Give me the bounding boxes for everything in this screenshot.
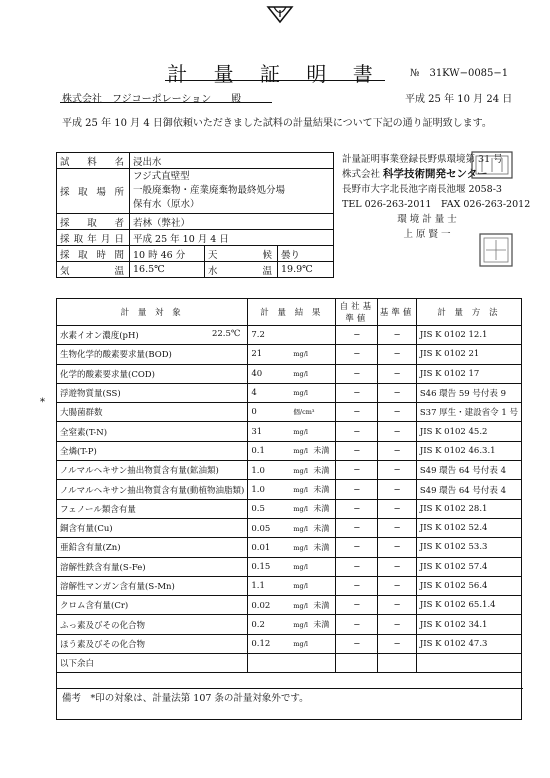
result-item (57, 596, 248, 615)
result-value: 7.2 (251, 330, 265, 341)
col-header-item: 計 量 対 象 (57, 299, 248, 326)
result-value: 4 (251, 388, 257, 399)
result-unit: mg/l (293, 621, 308, 630)
measurement-method: S49 環告 64 号付表 4 (416, 480, 521, 499)
own-standard: − (336, 422, 378, 441)
measurement-method: JIS K 0102 46.3.1 (416, 441, 521, 460)
result-value: 0.02 (251, 600, 271, 611)
result-value-cell (248, 345, 336, 364)
result-item (57, 422, 248, 441)
result-value-cell (248, 557, 336, 576)
table-row (57, 634, 521, 653)
remarks: 備考 *印の対象は、計量法第 107 条の計量対象外です。 (62, 693, 309, 704)
table-row (57, 557, 521, 576)
standard-value: − (378, 345, 417, 364)
result-qualifier: 未満 (313, 542, 330, 552)
result-value: 31 (251, 426, 263, 437)
standard-value: − (378, 364, 417, 383)
result-value: 0.01 (251, 542, 271, 553)
title-underline (165, 80, 385, 81)
own-standard: − (336, 403, 378, 422)
item-name: 生物化学的酸素要求量(BOD) (60, 350, 172, 361)
measurement-method: JIS K 0102 65.1.4 (416, 596, 521, 615)
standard-value: − (378, 461, 417, 480)
sample-label: 試料名 (57, 153, 130, 169)
sample-label: 採取年月日 (57, 230, 130, 246)
sample-label: 採取者 (57, 214, 130, 230)
table-row (57, 461, 521, 480)
company-name: 科学技術開発センター (383, 168, 488, 180)
result-unit: mg/l (293, 486, 308, 495)
col-header-standard: 基準値 (378, 299, 417, 326)
standard-value: − (378, 326, 417, 345)
addressee: 株式会社 フジコーポレーション 殿 (62, 94, 242, 105)
result-value: 0.12 (251, 638, 271, 649)
col-header-own-standard: 自社基準値 (336, 299, 378, 326)
result-value: 40 (251, 368, 263, 379)
own-standard: − (336, 364, 378, 383)
standard-value: − (378, 422, 417, 441)
result-item (57, 634, 248, 653)
sample-label: 天候 (205, 246, 278, 262)
issuer-address: 長野市大字北長池字南長池堰 2058-3 (342, 184, 502, 195)
item-name: 大腸菌群数 (60, 408, 103, 419)
result-qualifier: 未満 (313, 485, 330, 495)
document-title: 計 量 証 明 書 (167, 62, 383, 86)
result-value-cell (248, 654, 336, 673)
own-standard: − (336, 576, 378, 595)
personal-seal-icon (478, 232, 514, 268)
table-row (57, 480, 521, 499)
standard-value: − (378, 615, 417, 634)
measurement-method: JIS K 0102 52.4 (416, 518, 521, 537)
sample-row (57, 246, 334, 262)
item-name: 銅含有量(Cu) (60, 524, 113, 535)
company-prefix: 株式会社 (342, 169, 381, 180)
item-name: 水素イオン濃度(pH) (60, 331, 139, 342)
sample-value: 浸出水 (130, 153, 334, 169)
result-value: 0.1 (251, 446, 265, 457)
standard-value: − (378, 480, 417, 499)
own-standard (336, 654, 378, 673)
result-value-cell (248, 596, 336, 615)
item-name: ほう素及びその化合物 (60, 639, 146, 650)
result-unit: 個/cm³ (293, 408, 315, 417)
asterisk-marker: * (40, 397, 45, 408)
measurement-method: JIS K 0102 45.2 (416, 422, 521, 441)
item-name: 亜鉛含有量(Zn) (60, 543, 121, 554)
own-standard: − (336, 383, 378, 402)
sample-row (57, 262, 334, 278)
result-unit: mg/l (293, 505, 308, 514)
result-unit: mg/l (293, 427, 308, 436)
sample-label: 採取時間 (57, 246, 130, 262)
item-name: 溶解性鉄含有量(S-Fe) (60, 562, 146, 573)
result-value-cell (248, 383, 336, 402)
measurement-method (416, 654, 521, 673)
item-name: 化学的酸素要求量(COD) (60, 369, 155, 380)
standard-value: − (378, 557, 417, 576)
result-item (57, 326, 248, 345)
result-unit: mg/l (293, 543, 308, 552)
table-row (57, 499, 521, 518)
measurement-method: S37 厚生・建設省令 1 号 (416, 403, 521, 422)
result-item (57, 557, 248, 576)
result-unit: mg/l (293, 389, 308, 398)
result-item (57, 345, 248, 364)
result-value-cell (248, 364, 336, 383)
item-name: 以下余白 (60, 659, 95, 670)
measurement-method: S46 環告 59 号付表 9 (416, 383, 521, 402)
sample-row (57, 169, 334, 214)
result-value-cell (248, 461, 336, 480)
result-item (57, 403, 248, 422)
measurement-method: JIS K 0102 34.1 (416, 615, 521, 634)
sample-label: 採取場所 (57, 169, 130, 214)
measurement-method: S49 環告 64 号付表 4 (416, 461, 521, 480)
measurement-method: JIS K 0102 21 (416, 345, 521, 364)
remarks-divider (56, 688, 523, 689)
result-unit: mg/l (293, 601, 308, 610)
result-value: 0.5 (251, 504, 265, 515)
result-item (57, 364, 248, 383)
standard-value: − (378, 634, 417, 653)
result-value-cell (248, 422, 336, 441)
standard-value: − (378, 596, 417, 615)
result-qualifier: 未満 (313, 600, 330, 610)
item-name: 溶解性マンガン含有量(S-Mn) (60, 582, 175, 592)
company-seal-icon (470, 150, 514, 180)
intro-text: 平成 25 年 10 月 4 日御依頼いただきました試料の計量結果について下記の通り証明致します。 (62, 118, 492, 129)
result-qualifier: 未満 (313, 465, 330, 475)
sample-value: 平成 25 年 10 月 4 日 (130, 230, 334, 246)
own-standard: − (336, 499, 378, 518)
table-row (57, 538, 521, 557)
item-name: 全燐(T-P) (60, 446, 97, 457)
result-unit: mg/l (293, 447, 308, 456)
result-value-cell (248, 480, 336, 499)
result-qualifier: 未満 (313, 523, 330, 533)
table-row (57, 596, 521, 615)
measurement-method: JIS K 0102 12.1 (416, 326, 521, 345)
emblem-icon (266, 4, 294, 24)
item-name: 全窒素(T-N) (60, 427, 108, 438)
standard-value: − (378, 518, 417, 537)
item-name: ノルマルヘキサン抽出物質含有量(動植物油脂類) (60, 485, 245, 496)
result-value-cell (248, 576, 336, 595)
standard-value: − (378, 576, 417, 595)
result-item (57, 576, 248, 595)
measurement-method: JIS K 0102 56.4 (416, 576, 521, 595)
sample-label: 気温 (57, 262, 130, 278)
sample-value: 19.9℃ (278, 262, 334, 278)
result-unit: mg/l (293, 562, 308, 571)
result-item (57, 383, 248, 402)
results-table-frame (56, 298, 522, 720)
item-name: ふっ素及びその化合物 (60, 620, 146, 631)
table-row (57, 422, 521, 441)
result-unit: mg/l (293, 524, 308, 533)
col-header-method: 計 量 方 法 (416, 299, 521, 326)
sample-label: 水温 (205, 262, 278, 278)
result-value: 0.15 (251, 561, 271, 572)
result-unit: mg/l (293, 466, 308, 475)
table-row (57, 441, 521, 460)
measurement-method: JIS K 0102 28.1 (416, 499, 521, 518)
table-row (57, 364, 521, 383)
measurement-method: JIS K 0102 17 (416, 364, 521, 383)
result-value-cell (248, 634, 336, 653)
results-header-row (57, 299, 521, 326)
result-unit: mg/l (293, 639, 308, 648)
result-value: 1.0 (251, 485, 265, 496)
issuer-role: 環 境 計 量 士 (397, 214, 457, 225)
result-item (57, 441, 248, 460)
own-standard: − (336, 345, 378, 364)
item-condition: 22.5℃ (211, 329, 241, 340)
table-row (57, 576, 521, 595)
result-value: 1.1 (251, 581, 265, 591)
table-row (57, 403, 521, 422)
own-standard: − (336, 634, 378, 653)
result-value-cell (248, 538, 336, 557)
sample-row (57, 214, 334, 230)
registration-number: 計量証明事業登録長野県環境第 31 号 (342, 154, 503, 165)
result-item (57, 654, 248, 673)
item-name: クロム含有量(Cr) (60, 601, 129, 612)
standard-value: − (378, 403, 417, 422)
table-row (57, 383, 521, 402)
result-item (57, 538, 248, 557)
issue-date: 平成 25 年 10 月 24 日 (405, 94, 513, 105)
sample-value: 16.5℃ (130, 262, 205, 278)
result-qualifier: 未満 (313, 446, 330, 456)
result-value-cell (248, 615, 336, 634)
result-value: 0.05 (251, 523, 271, 534)
result-value-cell (248, 326, 336, 345)
table-row (57, 326, 521, 345)
sample-value: 曇り (278, 246, 334, 262)
sample-info-table (56, 152, 334, 278)
sample-value: 若林（弊社） (130, 214, 334, 230)
own-standard: − (336, 596, 378, 615)
standard-value: − (378, 441, 417, 460)
result-value-cell (248, 441, 336, 460)
result-value: 0 (251, 407, 257, 418)
result-qualifier: 未満 (313, 620, 330, 630)
own-standard: − (336, 480, 378, 499)
addressee-underline (60, 102, 272, 103)
own-standard: − (336, 326, 378, 345)
standard-value (378, 654, 417, 673)
sample-value: フジ式直壁型 一般廃棄物・産業廃棄物最終処分場 保有水（原水） (130, 169, 334, 214)
result-item (57, 518, 248, 537)
result-unit: mg/l (293, 369, 308, 378)
sample-row (57, 153, 334, 169)
results-table (57, 299, 521, 673)
own-standard: − (336, 518, 378, 537)
own-standard: − (336, 461, 378, 480)
own-standard: − (336, 557, 378, 576)
standard-value: − (378, 538, 417, 557)
result-item (57, 480, 248, 499)
table-row (57, 345, 521, 364)
result-item (57, 461, 248, 480)
item-name: ノルマルヘキサン抽出物質含有量(鉱油類) (60, 466, 219, 477)
table-row (57, 654, 521, 673)
own-standard: − (336, 441, 378, 460)
sample-row (57, 230, 334, 246)
item-name: フェノール類含有量 (60, 504, 136, 515)
item-name: 浮遊物質量(SS) (60, 389, 121, 400)
result-qualifier: 未満 (313, 504, 330, 514)
result-value: 0.2 (251, 620, 265, 631)
own-standard: − (336, 538, 378, 557)
result-value: 1.0 (251, 465, 265, 476)
result-item (57, 499, 248, 518)
result-value-cell (248, 403, 336, 422)
result-unit: mg/l (293, 582, 308, 590)
measurement-method: JIS K 0102 47.3 (416, 634, 521, 653)
result-value-cell (248, 518, 336, 537)
sample-value: 10 時 46 分 (130, 246, 205, 262)
measurement-method: JIS K 0102 53.3 (416, 538, 521, 557)
measurement-method: JIS K 0102 57.4 (416, 557, 521, 576)
result-item (57, 615, 248, 634)
result-value: 21 (251, 349, 263, 360)
standard-value: − (378, 383, 417, 402)
result-unit: mg/l (293, 350, 308, 359)
own-standard: − (336, 615, 378, 634)
standard-value: − (378, 499, 417, 518)
certificate-number: № 31KW−0085−1 (410, 68, 509, 79)
issuer-phone: TEL 026-263-2011 FAX 026-263-2012 (342, 199, 531, 210)
table-row (57, 518, 521, 537)
result-value-cell (248, 499, 336, 518)
issuer-person: 上 原 賢 一 (403, 229, 451, 240)
col-header-result: 計 量 結 果 (248, 299, 336, 326)
table-row (57, 615, 521, 634)
